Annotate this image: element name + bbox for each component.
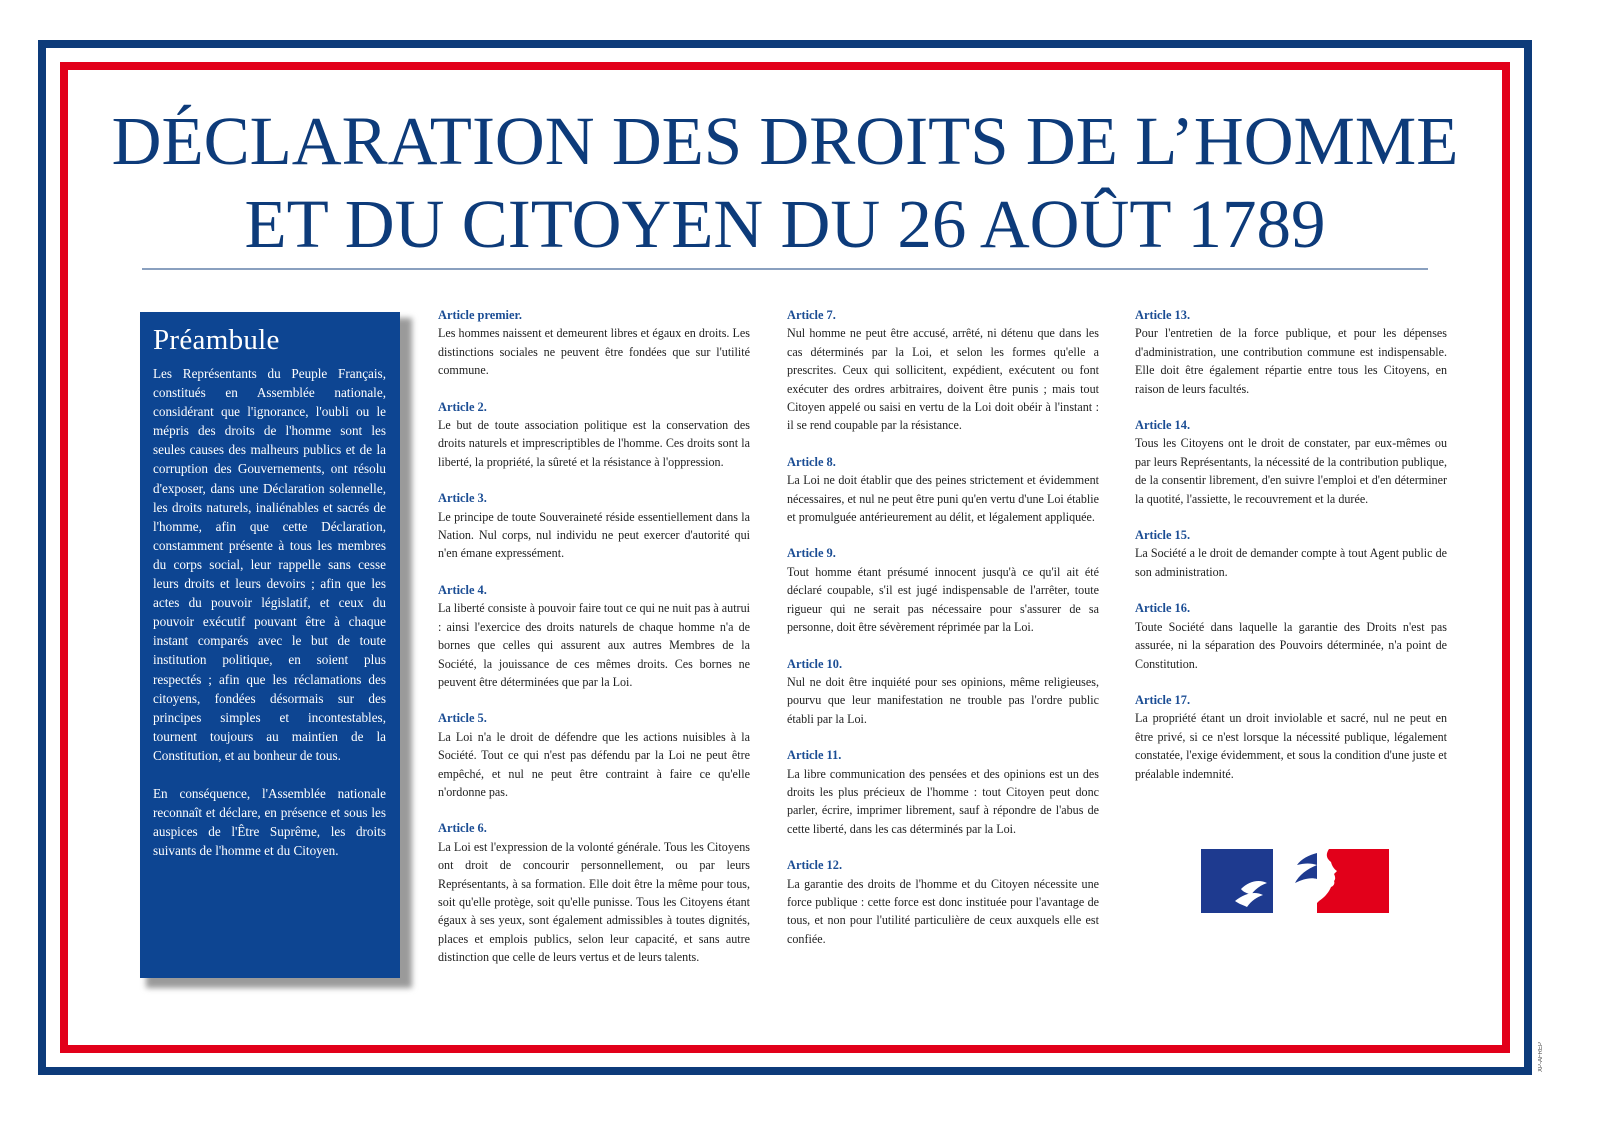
article-title: Article 4. <box>438 582 487 597</box>
title-divider <box>142 268 1428 270</box>
article-11 <box>787 746 1099 838</box>
article-text: Les hommes naissent et demeurent libres et égaux en droits. Les distinctions sociales ne peuvent être fondées que sur l'utilité commune. <box>438 326 750 378</box>
article-title: Article 3. <box>438 491 487 506</box>
articles-column-1 <box>438 306 750 985</box>
article-title: Article 5. <box>438 711 487 726</box>
article-text: La propriété étant un droit inviolable et sacré, nul ne peut en être privé, si ce n'est lorsque la nécessité publique, légalement constatée, l'exige évidemment, et sous la condition d'une juste et préalable indemnité. <box>1135 711 1447 781</box>
article-text: La garantie des droits de l'homme et du Citoyen nécessite une force publique : cette force est donc instituée pour l'avantage de tous, et non pour l'utilité particulière de ceux auxquels elle est confiée. <box>787 876 1099 946</box>
article-text: La liberté consiste à pouvoir faire tout ce qui ne nuit pas à autrui : ainsi l'exercice des droits naturels de chaque homme n'a de bornes que celles qui assurent aux autres Membres de la Société, la jouissance de ces mêmes droits. Ces bornes ne peuvent être déterminées que par la Loi. <box>438 601 750 689</box>
article-title: Article 11. <box>787 748 842 763</box>
article-1 <box>438 306 750 380</box>
article-10 <box>787 655 1099 729</box>
article-text: Toute Société dans laquelle la garantie des Droits n'est pas assurée, ni la séparation des Pouvoirs déterminée, n'a point de Constitution. <box>1135 619 1447 671</box>
marianne-logo-icon <box>1201 849 1389 913</box>
article-text: Tous les Citoyens ont le droit de constater, par eux-mêmes ou par leurs Représentants, la nécessité de la contribution publique, de la consentir librement, d'en suivre l'emploi et d'en déterminer la quotité, l'assiette, le recouvrement et la durée. <box>1135 436 1447 506</box>
article-text: Tout homme étant présumé innocent jusqu'à ce qu'il ait été déclaré coupable, s'il est jugé indispensable de l'arrêter, toute rigueur qui ne serait pas nécessaire pour s'assurer de sa personne, doit être sévèrement réprimée par la Loi. <box>787 564 1099 635</box>
article-12 <box>787 856 1099 948</box>
article-text: Le but de toute association politique est la conservation des droits naturels et imprescriptibles de l'homme. Ces droits sont la liberté, la propriété, la sûreté et la résistance à l'oppression. <box>438 418 750 469</box>
article-17 <box>1135 691 1447 783</box>
article-title: Article 10. <box>787 656 843 671</box>
article-title: Article 2. <box>438 399 487 414</box>
article-text: Nul homme ne peut être accusé, arrêté, ni détenu que dans les cas déterminés par la Loi, et selon les formes qu'elle a prescrites. Ceux qui sollicitent, expédient, exécutent ou font exécuter des ordres arbitraires, doivent être punis ; mais tout Citoyen appelé ou saisi en vertu de la Loi doit obéir à l'instant : il se rend coupable par la résistance. <box>787 326 1099 433</box>
article-7 <box>787 306 1099 435</box>
article-title: Article 17. <box>1135 692 1191 707</box>
article-13 <box>1135 306 1447 398</box>
article-title: Article 13. <box>1135 308 1191 322</box>
article-text: La Société a le droit de demander compte à tout Agent public de son administration. <box>1135 546 1447 579</box>
article-15 <box>1135 526 1447 581</box>
article-9 <box>787 544 1099 636</box>
article-16 <box>1135 599 1447 673</box>
articles-column-3 <box>1135 306 1447 801</box>
preamble-paragraph-1: Les Représentants du Peuple Français, constitués en Assemblée nationale, considérant que l'ignorance, l'oubli ou le mépris des droits de l'homme sont les seules causes des malheurs publics et de la corruption des Gouvernements, ont résolu d'exposer, dans une Déclaration solennelle, les droits naturels, inaliénables et sacrés de l'homme, afin que cette Déclaration, constamment présente à tous les membres du corps social, leur rappelle sans cesse leurs droits et leurs devoirs ; afin que les actes du pouvoir législatif, et ceux du pouvoir exécutif pouvant être à chaque instant comparés avec le but de toute institution politique, en soient plus respectés ; afin que les réclamations des citoyens, fondées désormais sur des principes simples et incontestables, tournent toujours au maintien de la Constitution, et au bonheur de tous. <box>153 366 386 763</box>
title-line-2: ET DU CITOYEN DU 26 AOÛT 1789 <box>244 186 1326 262</box>
article-title: Article 12. <box>787 858 843 873</box>
page-title <box>70 100 1500 266</box>
preamble-paragraph-2: En conséquence, l'Assemblée nationale reconnaît et déclare, en présence et sous les auspices de l'Être Suprême, les droits suivants de l'homme et du Citoyen. <box>153 785 386 859</box>
articles-column-2 <box>787 306 1099 966</box>
article-6 <box>438 819 750 966</box>
article-text: Le principe de toute Souveraineté réside essentiellement dans la Nation. Nul corps, nul individu ne peut exercer d'autorité qui n'en émane expressément. <box>438 509 750 561</box>
article-title: Article 16. <box>1135 601 1191 616</box>
logo-blue-band <box>1201 849 1273 913</box>
preamble-box <box>140 312 400 978</box>
article-3 <box>438 489 750 563</box>
article-text: La Loi est l'expression de la volonté générale. Tous les Citoyens ont droit de concourir personnellement, ou par leurs Représentants, à sa formation. Elle doit être la même pour tous, soit qu'elle protège, soit qu'elle punisse. Tous les Citoyens étant égaux à ses yeux, sont également admissibles à toutes dignités, places et emplois publics, selon leur capacité, et sans autre distinction que celle de leurs vertus et de leurs talents. <box>438 839 750 965</box>
article-text: Nul ne doit être inquiété pour ses opinions, même religieuses, pourvu que leur manifestation ne trouble pas l'ordre public établi par la Loi. <box>787 674 1099 726</box>
article-text: La Loi ne doit établir que des peines strictement et évidemment nécessaires, et nul ne peut être puni qu'en vertu d'une Loi établie et promulguée antérieurement au délit, et légalement appliquée. <box>787 473 1099 525</box>
article-14 <box>1135 416 1447 508</box>
article-4 <box>438 581 750 691</box>
article-title: Article 14. <box>1135 418 1191 433</box>
title-line-1: DÉCLARATION DES DROITS DE L’HOMME <box>111 103 1459 179</box>
article-5 <box>438 709 750 801</box>
printer-mark: XP-AFREP <box>1538 1041 1544 1072</box>
article-title: Article 7. <box>787 308 836 322</box>
article-text: La libre communication des pensées et des opinions est un des droits les plus précieux de l'homme : tout Citoyen peut donc parler, écrire, imprimer librement, sauf à répondre de l'abus de cette liberté, dans les cas déterminés par la Loi. <box>787 766 1099 836</box>
article-text: La Loi n'a le droit de défendre que les actions nuisibles à la Société. Tout ce qui n'est pas défendu par la Loi ne peut être empêché, et nul ne peut être contraint à faire ce qu'elle n'ordonne pas. <box>438 729 750 799</box>
article-8 <box>787 453 1099 527</box>
article-title: Article premier. <box>438 308 522 322</box>
article-text: Pour l'entretien de la force publique, et pour les dépenses d'administration, une contribution commune est indispensable. Elle doit être également répartie entre tous les Citoyens, en raison de leurs facultés. <box>1135 326 1447 396</box>
article-title: Article 9. <box>787 546 836 561</box>
preamble-heading: Préambule <box>153 324 280 356</box>
article-title: Article 8. <box>787 454 836 469</box>
article-title: Article 15. <box>1135 528 1191 543</box>
article-title: Article 6. <box>438 821 487 836</box>
article-2 <box>438 398 750 472</box>
